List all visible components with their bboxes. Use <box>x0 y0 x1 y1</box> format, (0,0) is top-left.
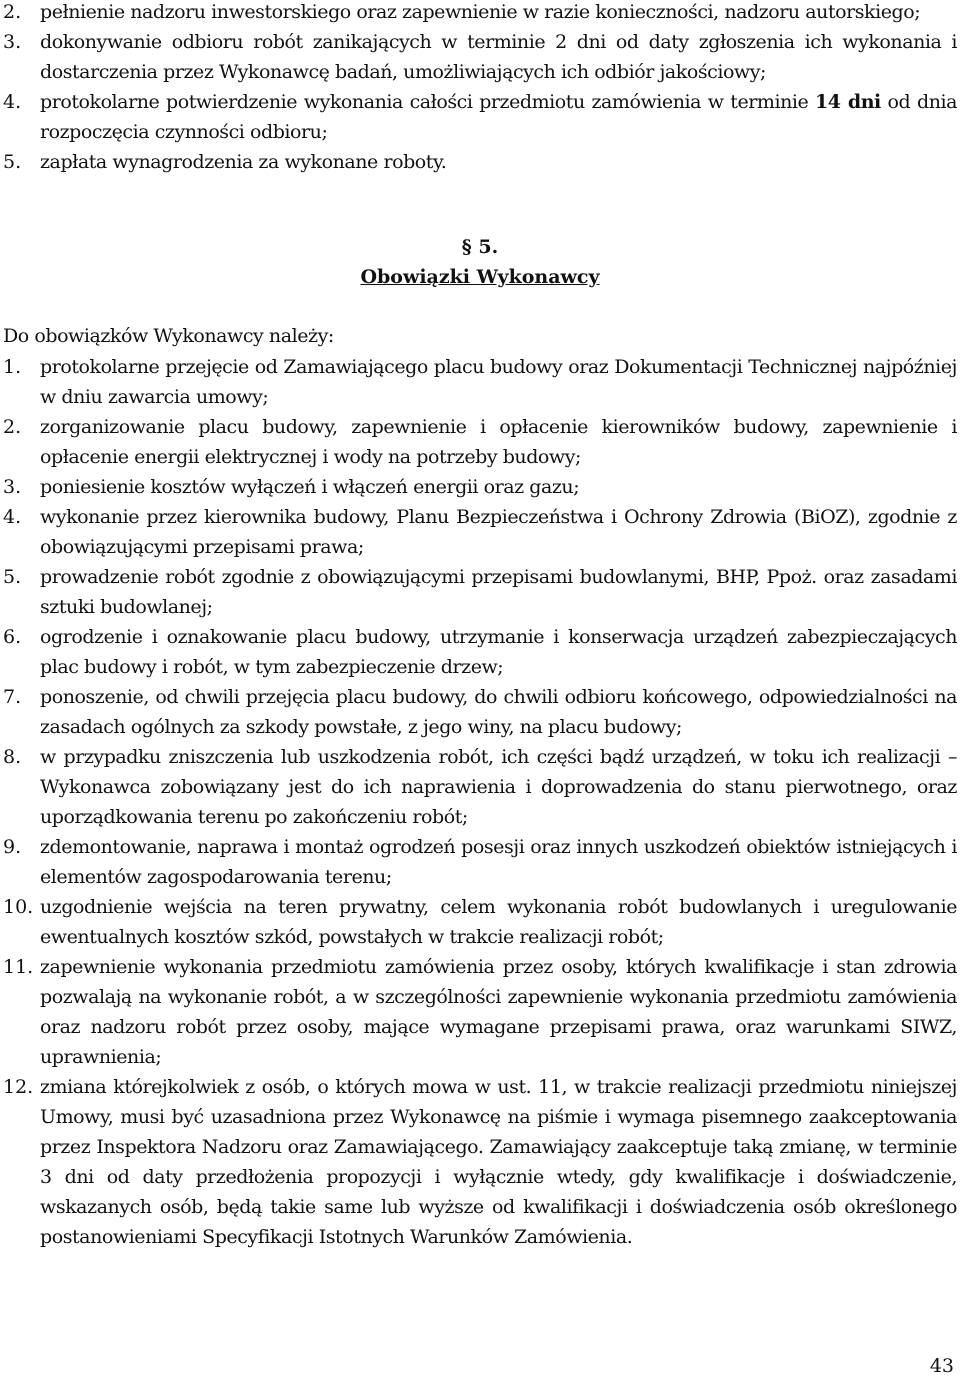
item-number: 7. <box>3 686 22 708</box>
item-number: 8. <box>3 746 22 768</box>
list-item <box>0 147 957 177</box>
item-number: 2. <box>3 416 22 438</box>
item-number: 5. <box>3 566 22 588</box>
list-item <box>0 87 957 147</box>
item-text: zapewnienie wykonania przedmiotu zamówienia przez osoby, których kwalifikacje i stan zdrowia pozwalają na wykonanie robót, a w szczególności zapewnienie wykonania przedmiotu zamówienia oraz nadzoru robót przez osoby, mające wymagane przepisami prawa, oraz warunkami SIWZ, uprawnienia; <box>40 956 957 1068</box>
list-item <box>0 502 957 562</box>
section-intro: Do obowiązków Wykonawcy należy: <box>3 325 334 347</box>
item-number: 10. <box>3 896 34 918</box>
item-text: zmiana którejkolwiek z osób, o których mowa w ust. 11, w trakcie realizacji przedmiotu niniejszej Umowy, musi być uzasadniona przez Wykonawcę na piśmie i wymaga pisemnego zaakceptowania przez Inspektora Nadzoru oraz Zamawiającego. Zamawiający zaakceptuje taką zmianę, w terminie 3 dni od daty przedłożenia propozycji i wyłącznie wtedy, gdy kwalifikacje i doświadczenie, wskazanych osób, będą takie same lub wyższe od kwalifikacji i doświadczenia osób określonego postanowieniami Specyfikacji Istotnych Warunków Zamówienia. <box>40 1076 957 1248</box>
list-item <box>0 622 957 682</box>
item-text: dokonywanie odbioru robót zanikających w terminie 2 dni od daty zgłoszenia ich wykonania i dostarczenia przez Wykonawcę badań, umożliwiających ich odbiór jakościowy; <box>40 31 957 83</box>
item-number: 4. <box>3 506 22 528</box>
list-item <box>0 682 957 742</box>
item-text: zapłata wynagrodzenia za wykonane roboty. <box>40 151 447 173</box>
section-title: Obowiązki Wykonawcy <box>360 266 600 288</box>
item-text: wykonanie przez kierownika budowy, Planu Bezpieczeństwa i Ochrony Zdrowia (BiOZ), zgodnie z obowiązującymi przepisami prawa; <box>40 506 957 558</box>
item-text: uzgodnienie wejścia na teren prywatny, celem wykonania robót budowlanych i uregulowanie ewentualnych kosztów szkód, powstałych w trakcie realizacji robót; <box>40 896 957 948</box>
list-item <box>0 562 957 622</box>
item-text: pełnienie nadzoru inwestorskiego oraz zapewnienie w razie konieczności, nadzoru autorskiego; <box>40 1 921 23</box>
item-text: ponoszenie, od chwili przejęcia placu budowy, do chwili odbioru końcowego, odpowiedzialności na zasadach ogólnych za szkody powstałe, z jego winy, na placu budowy; <box>40 686 957 738</box>
list-item <box>0 412 957 472</box>
item-text: w przypadku zniszczenia lub uszkodzenia robót, ich części bądź urządzeń, w toku ich realizacji – Wykonawca zobowiązany jest do ich naprawienia i doprowadzenia do stanu pierwotnego, oraz uporządkowania terenu po zakończeniu robót; <box>40 746 957 828</box>
item-number: 1. <box>3 356 22 378</box>
item-number: 6. <box>3 626 22 648</box>
item-text-after: od dnia rozpoczęcia czynności odbioru; <box>40 91 957 143</box>
list-item <box>0 472 957 502</box>
section-number: § 5. <box>461 236 499 258</box>
item-text: protokolarne przejęcie od Zamawiającego placu budowy oraz Dokumentacji Technicznej najpóźniej w dniu zawarcia umowy; <box>40 356 957 408</box>
list-item <box>0 0 957 27</box>
item-number: 5. <box>3 151 22 173</box>
obligations-list-previous <box>0 0 957 177</box>
item-number: 12. <box>3 1076 34 1098</box>
item-number: 11. <box>3 956 34 978</box>
item-bold-text: 14 dni <box>815 91 881 113</box>
item-number: 4. <box>3 91 22 113</box>
page-number: 43 <box>929 1355 954 1377</box>
item-text: zorganizowanie placu budowy, zapewnienie i opłacenie kierowników budowy, zapewnienie i opłacenie energii elektrycznej i wody na potrzeby budowy; <box>40 416 957 468</box>
item-text: ogrodzenie i oznakowanie placu budowy, utrzymanie i konserwacja urządzeń zabezpieczających plac budowy i robót, w tym zabezpieczenie drzew; <box>40 626 957 678</box>
item-text: protokolarne potwierdzenie wykonania całości przedmiotu zamówienia w terminie <box>40 91 816 113</box>
item-number: 3. <box>3 31 22 53</box>
list-item <box>0 742 957 832</box>
contractor-obligations-list <box>0 352 957 1252</box>
item-text: prowadzenie robót zgodnie z obowiązującymi przepisami budowlanymi, BHP, Ppoż. oraz zasadami sztuki budowlanej; <box>40 566 957 618</box>
list-item <box>0 832 957 892</box>
list-item <box>0 27 957 87</box>
item-number: 3. <box>3 476 22 498</box>
item-number: 9. <box>3 836 22 858</box>
item-text: poniesienie kosztów wyłączeń i włączeń energii oraz gazu; <box>40 476 580 498</box>
item-text: zdemontowanie, naprawa i montaż ogrodzeń posesji oraz innych uszkodzeń obiektów istniejących i elementów zagospodarowania terenu; <box>40 836 957 888</box>
item-number: 2. <box>3 1 22 23</box>
list-item <box>0 352 957 412</box>
list-item <box>0 1072 957 1252</box>
list-item <box>0 892 957 952</box>
list-item <box>0 952 957 1072</box>
